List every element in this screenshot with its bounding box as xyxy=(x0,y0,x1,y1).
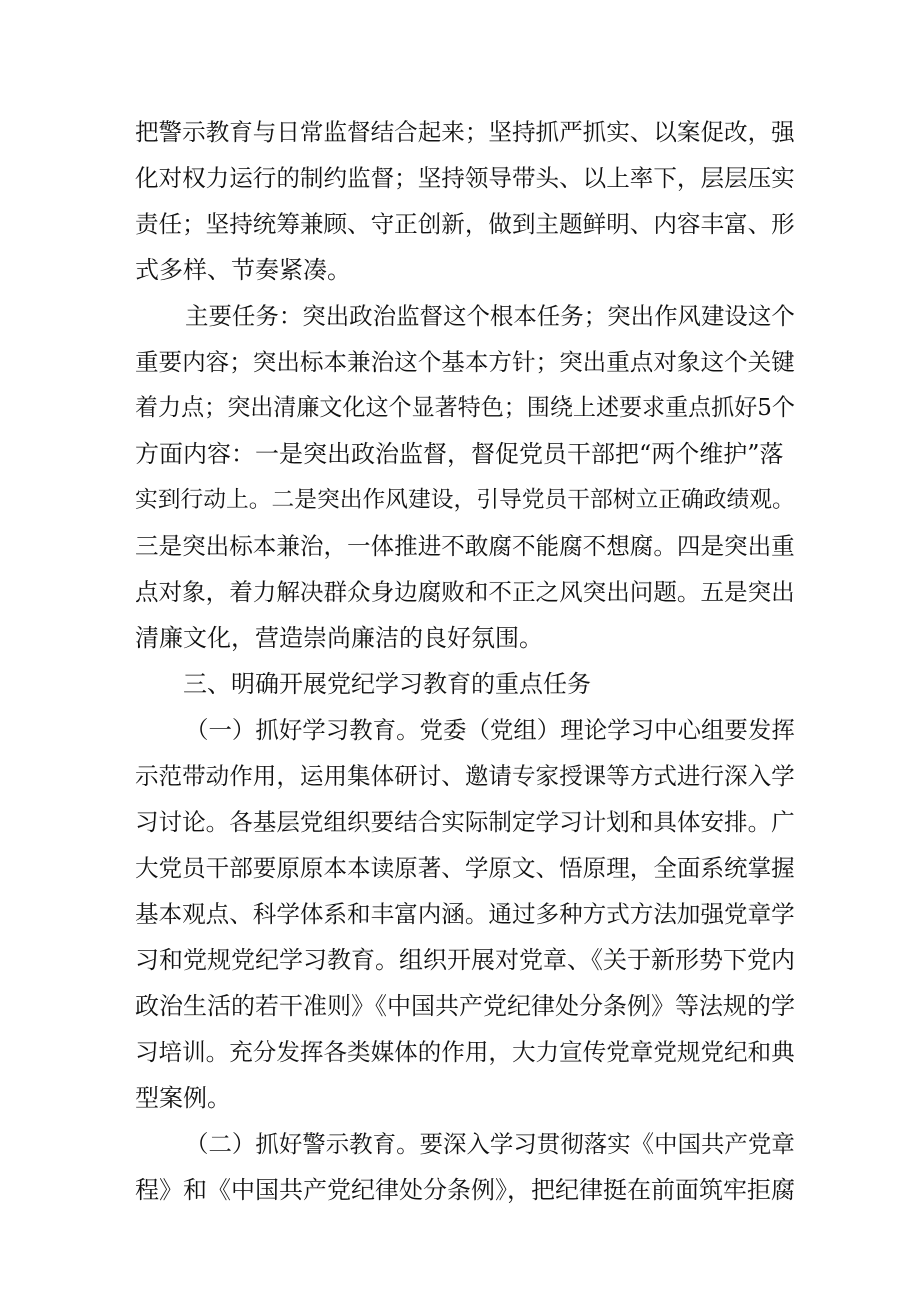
paragraph-first-line: （二）抓好警示教育。要深入学习贯彻落实《中国共产党章 xyxy=(185,1130,795,1158)
text-line: 大党员干部要原原本本读原著、学原文、悟原理，全面系统掌握 xyxy=(135,854,795,882)
text-line: 习和党规党纪学习教育。组织开展对党章、《关于新形势下党内 xyxy=(135,946,795,974)
text-line: 着力点；突出清廉文化这个显著特色；围绕上述要求重点抓好5个 xyxy=(135,395,795,421)
text-line: 三是突出标本兼治，一体推进不敢腐不能腐不想腐。四是突出重 xyxy=(135,532,795,560)
text-line: 政治生活的若干准则》《中国共产党纪律处分条例》等法规的学 xyxy=(135,992,795,1020)
text-line: 清廉文化，营造崇尚廉洁的良好氛围。 xyxy=(135,624,543,652)
text-line: 示范带动作用，运用集体研讨、邀请专家授课等方式进行深入学 xyxy=(135,762,795,790)
text-line: 点对象，着力解决群众身边腐败和不正之风突出问题。五是突出 xyxy=(135,578,795,606)
text-line: 化对权力运行的制约监督；坚持领导带头、以上率下，层层压实 xyxy=(135,164,795,192)
text-line: 程》和《中国共产党纪律处分条例》，把纪律挺在前面筑牢拒腐 xyxy=(135,1176,795,1204)
text-line: 责任；坚持统筹兼顾、守正创新，做到主题鲜明、内容丰富、形 xyxy=(135,210,795,238)
text-line: 实到行动上。二是突出作风建设，引导党员干部树立正确政绩观。 xyxy=(135,487,795,513)
paragraph-first-line: （一）抓好学习教育。党委（党组）理论学习中心组要发挥 xyxy=(185,716,795,744)
paragraph-first-line: 主要任务：突出政治监督这个根本任务；突出作风建设这个 xyxy=(185,302,795,330)
section-heading: 三、明确开展党纪学习教育的重点任务 xyxy=(183,670,591,698)
text-line: 重要内容；突出标本兼治这个基本方针；突出重点对象这个关键 xyxy=(135,348,795,376)
text-line: 把警示教育与日常监督结合起来；坚持抓严抓实、以案促改，强 xyxy=(135,118,795,146)
text-line: 式多样、节奏紧凑。 xyxy=(135,256,351,284)
text-line: 型案例。 xyxy=(135,1084,231,1112)
text-line: 习讨论。各基层党组织要结合实际制定学习计划和具体安排。广 xyxy=(135,808,795,836)
text-line: 方面内容：一是突出政治监督，督促党员干部把“两个维护”落 xyxy=(135,440,784,468)
text-line: 习培训。充分发挥各类媒体的作用，大力宣传党章党规党纪和典 xyxy=(135,1038,795,1066)
text-line: 基本观点、科学体系和丰富内涵。通过多种方式方法加强党章学 xyxy=(135,900,795,928)
